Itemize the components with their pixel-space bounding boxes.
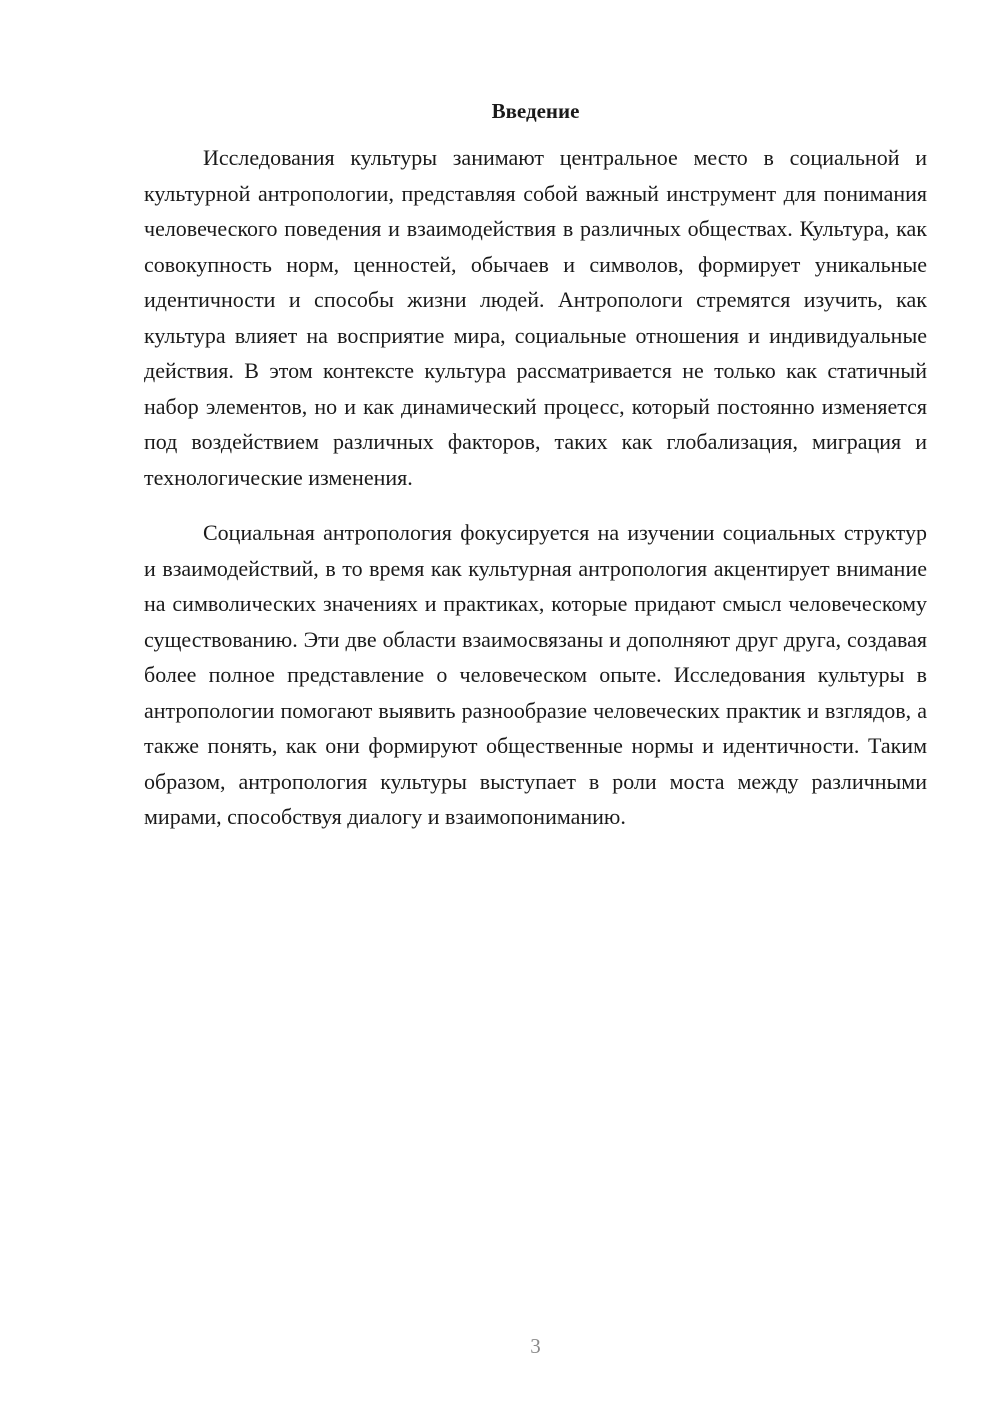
paragraph-2: Социальная антропология фокусируется на изучении социальных структур и взаимодействий, в то время как культурная антропология акцентирует внимание на символических значениях и практиках, которые придают смысл человеческому существованию. Эти две области взаимосвязаны и дополняют друг друга, создавая более полное представление о человеческом опыте. Исследования культуры в антропологии помогают выявить разнообразие человеческих практик и взглядов, а также понять, как они формируют общественные нормы и идентичности. Таким образом, антропология культуры выступает в роли моста между различными мирами, способствуя диалогу и взаимопониманию.: [144, 520, 927, 829]
paragraph-1: Исследования культуры занимают центральное место в социальной и культурной антропологии, представляя собой важный инструмент для понимания человеческого поведения и взаимодействия в различных обществах. Культура, как совокупность норм, ценностей, обычаев и символов, формирует уникальные идентичности и способы жизни людей. Антропологи стремятся изучить, как культура влияет на восприятие мира, социальные отношения и индивидуальные действия. В этом контексте культура рассматривается не только как статичный набор элементов, но и как динамический процесс, который постоянно изменяется под воздействием различных факторов, таких как глобализация, миграция и технологические изменения.: [144, 145, 927, 490]
page-number: 3: [530, 1334, 541, 1358]
page-content: [144, 96, 927, 835]
section-title: Введение: [491, 99, 580, 123]
